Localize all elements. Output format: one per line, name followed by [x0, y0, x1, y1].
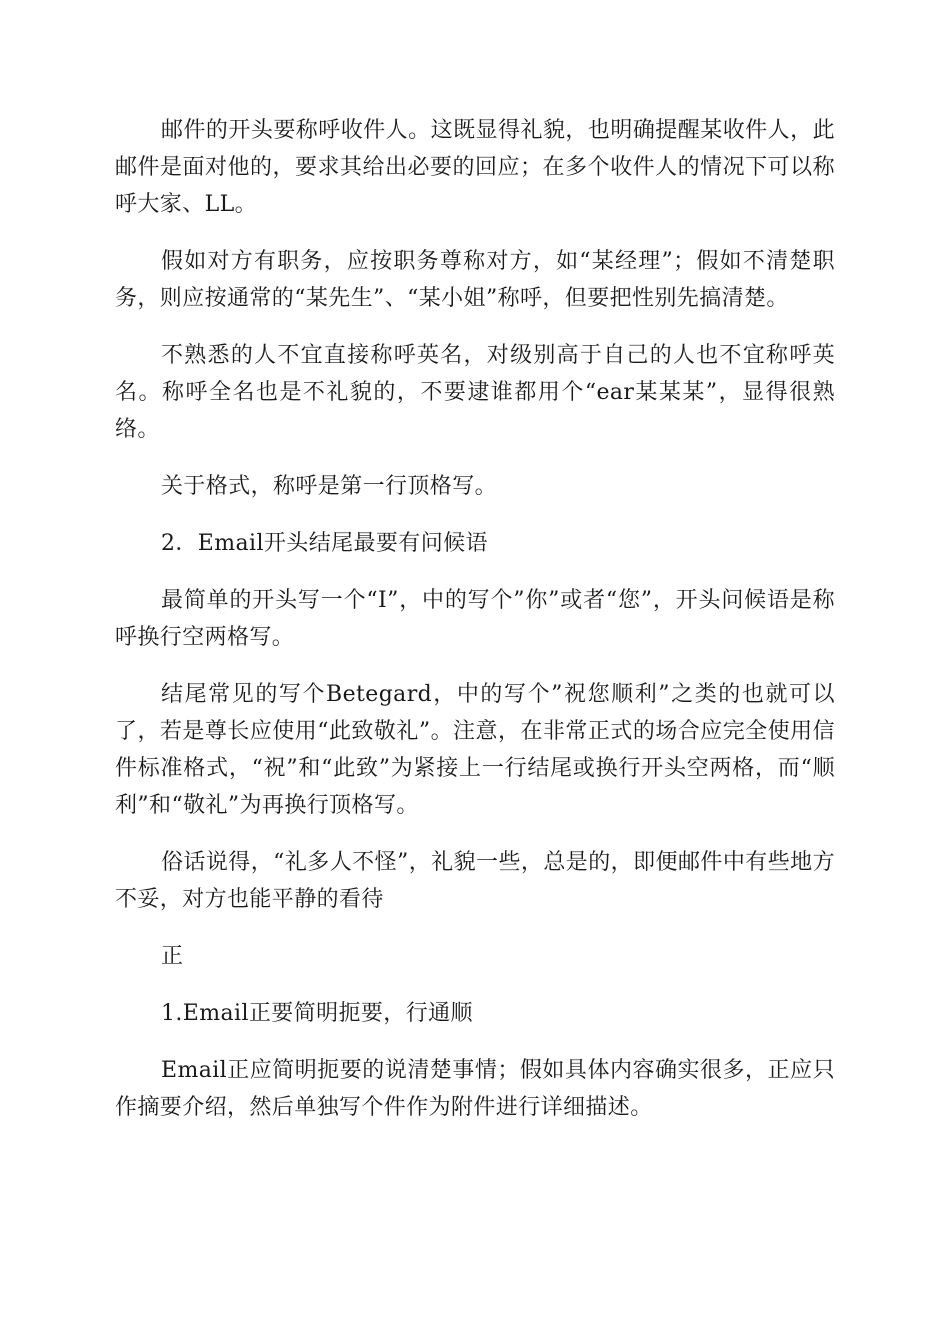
paragraph-3: 不熟悉的人不宜直接称呼英名，对级别高于自己的人也不宜称呼英名。称呼全名也是不礼貌的，不要逮谁都用个“ear某某某”，显得很熟络。 — [115, 343, 835, 442]
paragraph-2: 假如对方有职务，应按职务尊称对方，如“某经理”；假如不清楚职务，则应按通常的“某先生”、“某小姐”称呼，但要把性别先搞清楚。 — [115, 249, 835, 311]
paragraph-4: 关于格式，称呼是第一行顶格写。 — [161, 474, 498, 499]
paragraph-6: 最简单的开头写一个“I”，中的写个”你”或者“您”，开头问候语是称呼换行空两格写。 — [115, 588, 835, 650]
paragraph-11: Email正应简明扼要的说清楚事情；假如具体内容确实很多，正应只作摘要介绍，然后单独写个件作为附件进行详细描述。 — [115, 1058, 835, 1120]
section-heading-body: 正 — [161, 944, 184, 969]
document-body — [115, 112, 835, 1146]
paragraph-7: 结尾常见的写个Betegard，中的写个”祝您顺利”之类的也就可以了，若是尊长应使用“此致敬礼”。注意，在非常正式的场合应完全使用信件标准格式，“祝”和“此致”为紧接上一行结尾或换行开头空两格，而“顺利”和“敬礼”为再换行顶格写。 — [115, 682, 835, 818]
paragraph-1: 邮件的开头要称呼收件人。这既显得礼貌，也明确提醒某收件人，此邮件是面对他的，要求其给出必要的回应；在多个收件人的情况下可以称呼大家、LL。 — [115, 118, 835, 217]
paragraph-8: 俗话说得，“礼多人不怪”，礼貌一些，总是的，即便邮件中有些地方不妥，对方也能平静的看待 — [115, 850, 835, 912]
section-heading-2: 2．Email开头结尾最要有问候语 — [161, 531, 488, 556]
section-heading-1: 1.Email正要简明扼要，行通顺 — [161, 1001, 473, 1026]
